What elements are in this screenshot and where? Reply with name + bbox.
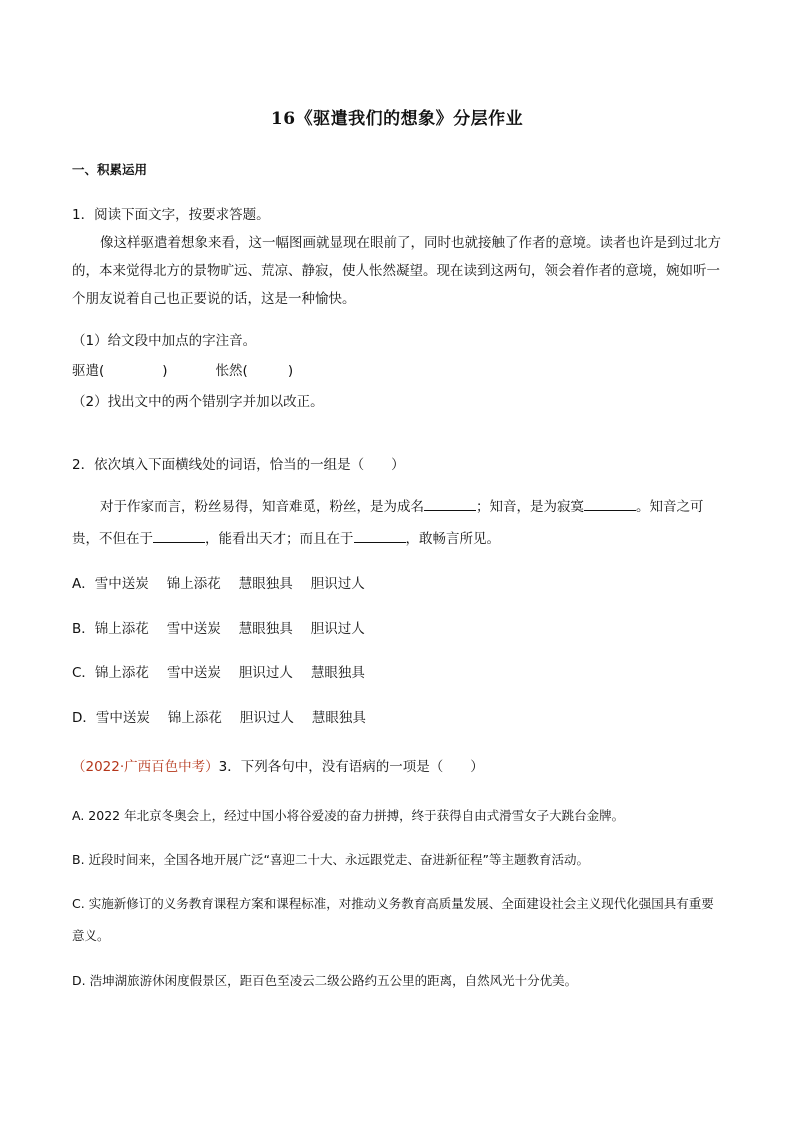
q1-sub1: （1）给文段中加点的字注音。 — [72, 333, 257, 349]
blank2-word: 怅然( — [215, 363, 248, 379]
option-label: A. — [72, 808, 85, 823]
q2-option-d — [72, 706, 384, 726]
q3-option-d — [72, 971, 577, 989]
q3-option-b — [72, 850, 589, 868]
fill-blank-3 — [153, 530, 205, 543]
option-item: 胆识过人 — [238, 665, 293, 681]
q3-option-c — [72, 888, 724, 952]
option-label: D． — [72, 710, 96, 726]
section-heading: 一、积累运用 — [72, 162, 148, 177]
option-item: 锦上添花 — [167, 710, 222, 726]
option-item: 雪中送炭 — [94, 576, 149, 592]
option-item: 雪中送炭 — [166, 665, 221, 681]
q1-passage: 像这样驱遣着想象来看，这一幅图画就显现在眼前了，同时也就接触了作者的意境。读者也许是到过北方的，本来觉得北方的景物旷远、荒凉、静寂，使人怅然凝望。现在读到这两句，领会着作者的意境，婉如听一个朋友说着自己也正要说的话，这是一种愉快。 — [72, 235, 721, 307]
q3-option-a — [72, 806, 624, 824]
option-label: B. — [72, 852, 85, 867]
q3-stem: 3．下列各句中，没有语病的一项是（ ） — [218, 759, 484, 775]
q3-stem-line — [72, 755, 484, 775]
option-item: 慧眼独具 — [238, 621, 293, 637]
option-item: 雪中送炭 — [166, 621, 221, 637]
option-label: C. — [72, 896, 85, 911]
option-item: 慧眼独具 — [238, 576, 293, 592]
option-item: 慧眼独具 — [310, 665, 365, 681]
option-item: 慧眼独具 — [311, 710, 366, 726]
q1-pinyin-blanks — [72, 359, 293, 379]
q2-passage-p4: ，能看出天才；而且在于 — [205, 531, 354, 547]
page-title: 16《驱遣我们的想象》分层作业 — [270, 109, 524, 129]
q2-option-c — [72, 661, 383, 681]
option-text: 实施新修订的义务教育课程方案和课程标准，对推动义务教育高质量发展、全面建设社会主义现代化强国具有重要意义。 — [72, 896, 714, 943]
option-item: 胆识过人 — [310, 576, 365, 592]
blank1-word: 驱遣( — [72, 363, 105, 379]
q1-sub2: （2）找出文中的两个错别字并加以改正。 — [72, 394, 324, 410]
option-text: 浩坤湖旅游休闲度假景区，距百色至凌云二级公路约五公里的距离，自然风光十分优美。 — [89, 973, 578, 988]
fill-blank-1 — [424, 498, 476, 511]
q2-stem: 2．依次填入下面横线处的词语，恰当的一组是（ ） — [72, 457, 405, 473]
blank1-close: ) — [162, 363, 168, 379]
option-item: 锦上添花 — [94, 665, 149, 681]
q2-option-a — [72, 572, 383, 592]
blank2-close: ) — [287, 363, 294, 379]
q3-source-tag: （2022·广西百色中考） — [72, 759, 219, 775]
option-item: 锦上添花 — [166, 576, 221, 592]
option-item: 雪中送炭 — [95, 710, 150, 726]
option-item: 胆识过人 — [239, 710, 294, 726]
option-item: 胆识过人 — [310, 621, 365, 637]
option-text: 2022 年北京冬奥会上，经过中国小将谷爱凌的奋力拼搏，终于获得自由式滑雪女子大跳台金牌。 — [88, 808, 625, 823]
option-label: B． — [72, 621, 95, 637]
q2-passage-p2: ；知音，是为寂寞 — [476, 499, 584, 515]
q2-option-b — [72, 617, 383, 637]
fill-blank-4 — [354, 530, 406, 543]
option-text: 近段时间来，全国各地开展广泛“喜迎二十大、永远跟党走、奋进新征程”等主题教育活动。 — [88, 852, 590, 867]
option-label: D. — [72, 973, 86, 988]
q2-passage-p5: ，敢畅言所见。 — [405, 531, 500, 547]
option-label: C． — [72, 665, 95, 681]
fill-blank-2 — [584, 498, 636, 511]
option-item: 锦上添花 — [94, 621, 149, 637]
q2-passage-p1: 对于作家而言，粉丝易得，知音难觅，粉丝，是为成名 — [100, 499, 424, 515]
q2-passage — [72, 491, 724, 555]
q2-passage-p3: 。知音之可贵，不但在于 — [72, 499, 704, 547]
q1-stem: 1．阅读下面文字，按要求答题。 — [72, 207, 270, 223]
option-label: A． — [72, 576, 95, 592]
